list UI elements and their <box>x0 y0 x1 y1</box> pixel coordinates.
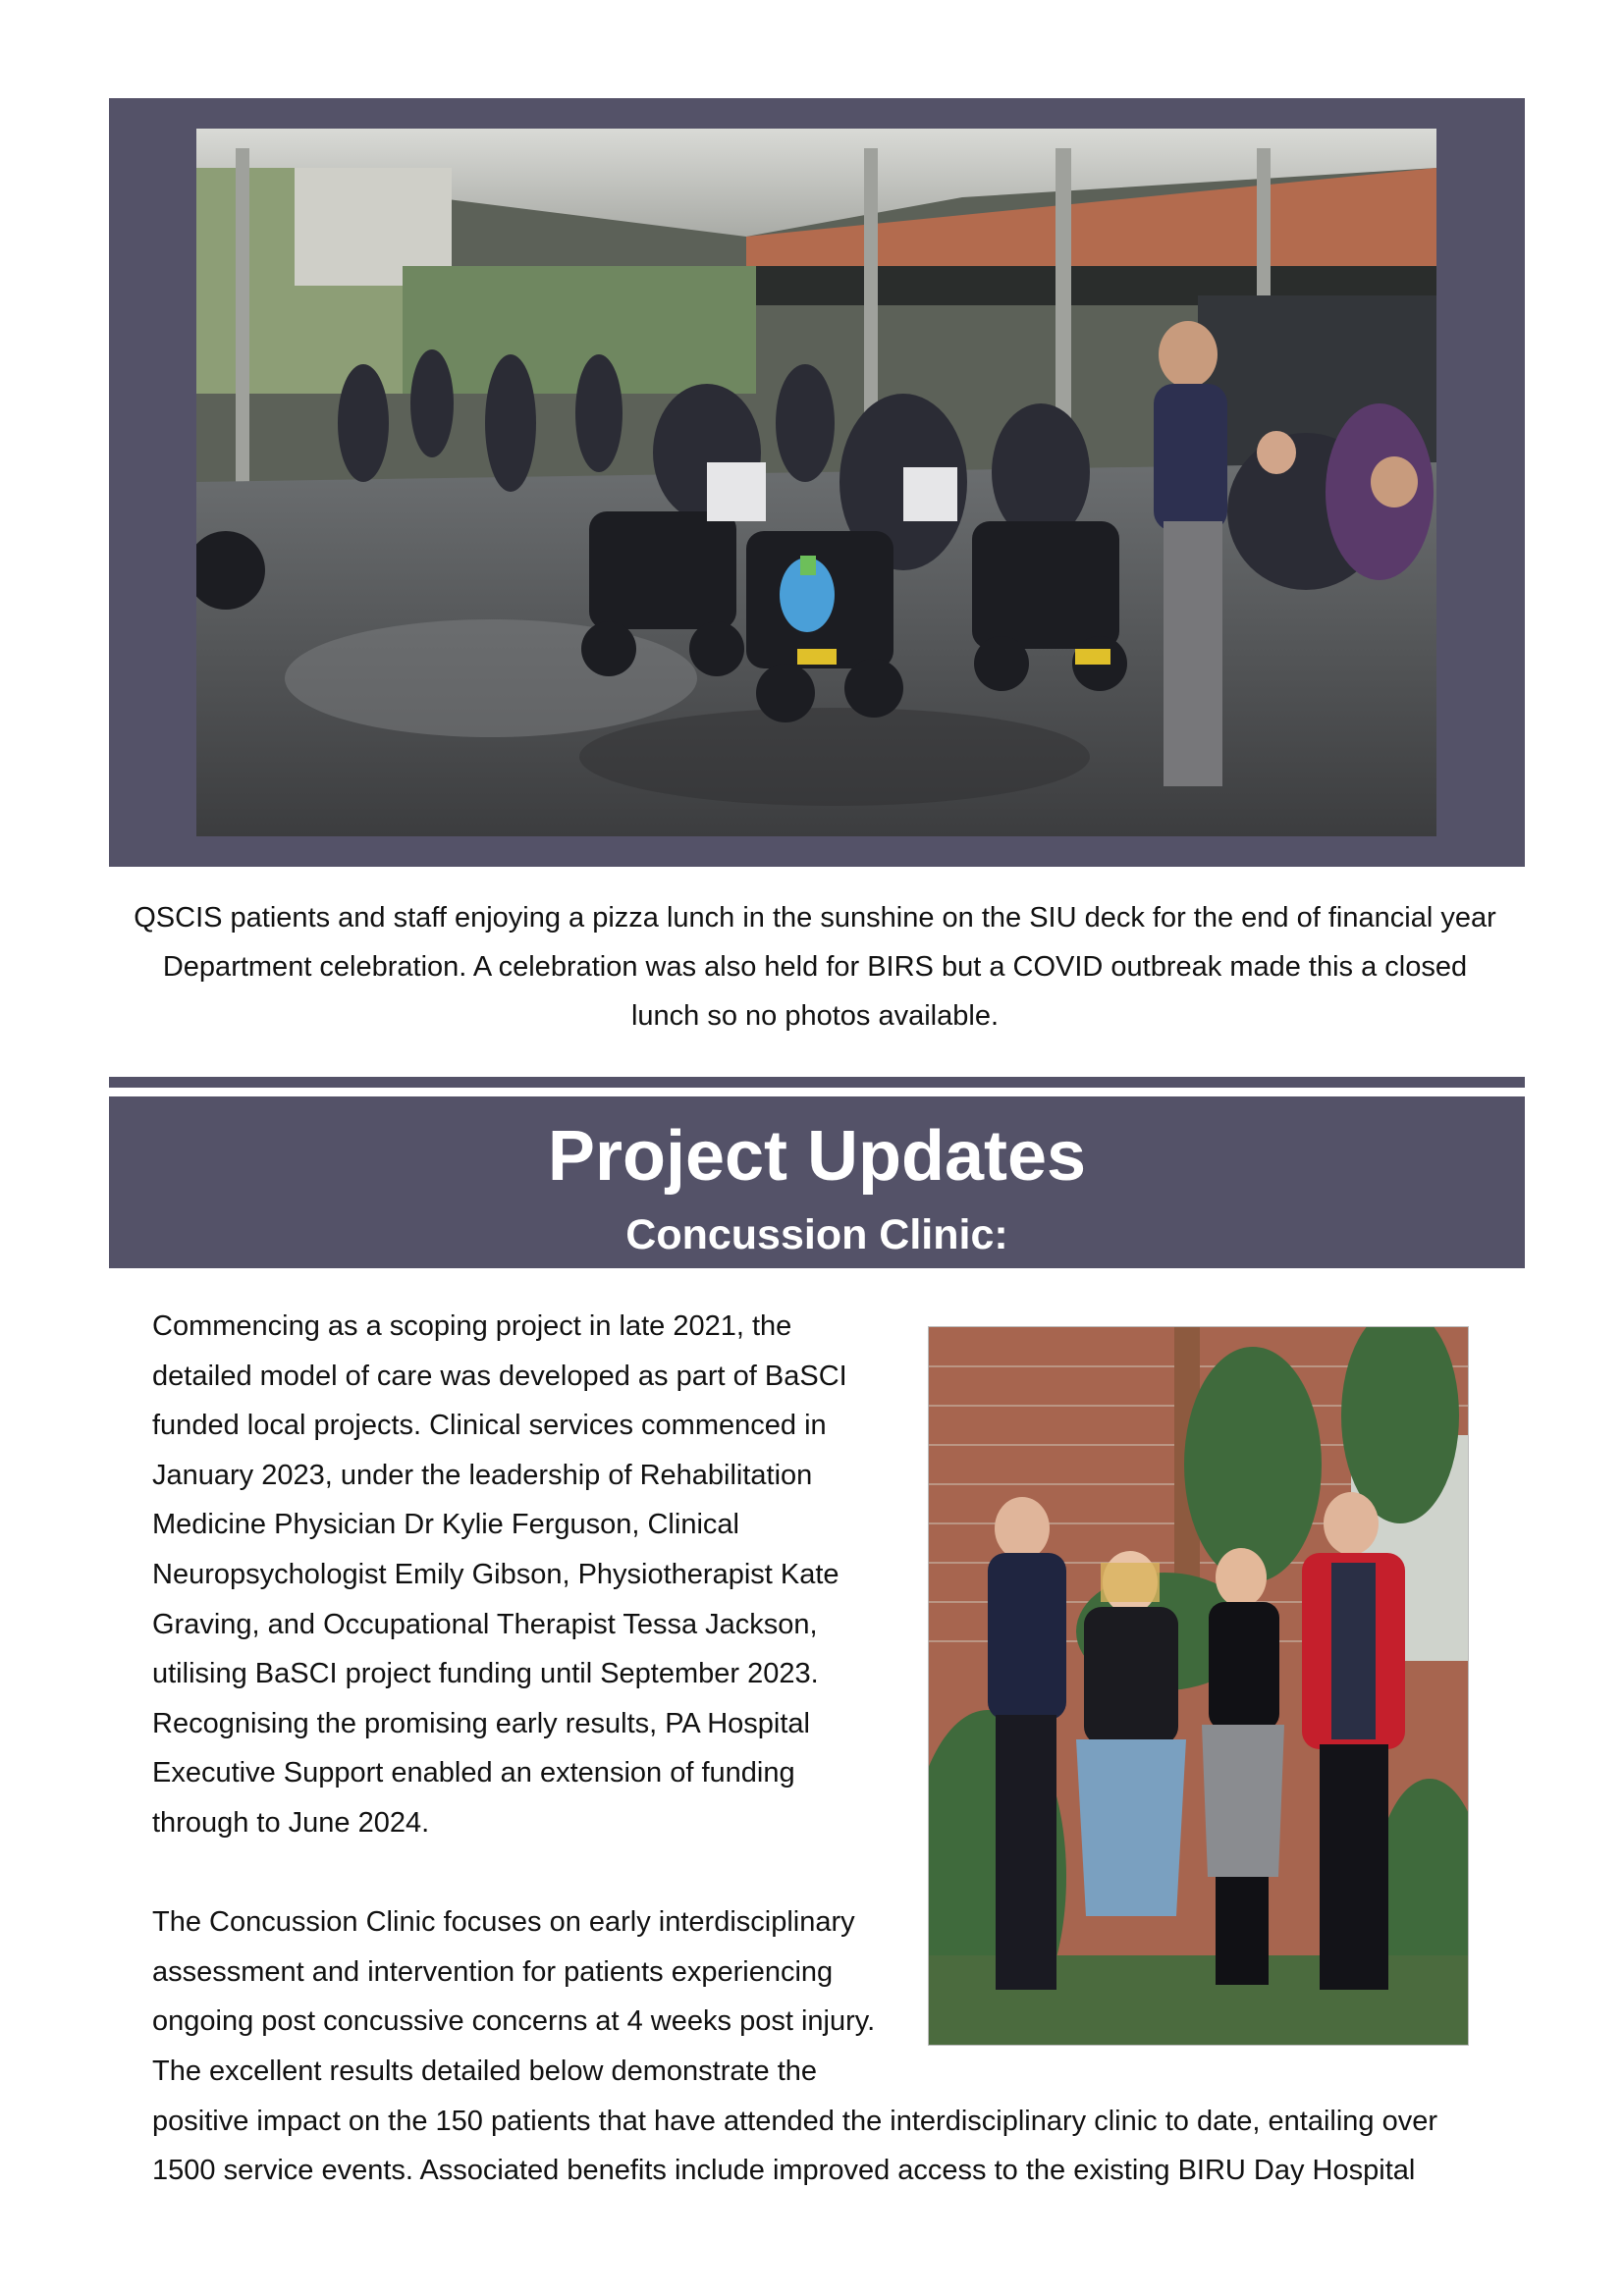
photo-caption: QSCIS patients and staff enjoying a pizza lunch in the sunshine on the SIU deck for the end of financial year Department celebration. A celebration was also held for BIRS but a COVID outbreak made this a closed lunch so no photos available. <box>134 902 1496 1032</box>
top-photo-frame <box>109 98 1525 867</box>
section-banner <box>109 1096 1525 1268</box>
section-title: Project Updates <box>547 1117 1087 1196</box>
section-subtitle: Concussion Clinic: <box>625 1211 1008 1258</box>
article-body <box>152 1302 1507 2196</box>
section-divider <box>109 1077 1525 1088</box>
team-photo <box>928 1326 1469 2046</box>
celebration-photo <box>196 129 1436 836</box>
paragraph-2: The Concussion Clinic focuses on early interdisciplinary assessment and intervention for patients experiencing ongoing post concussive concerns at 4 weeks post injury. The excellent results detailed below demonstrate the positive impact on the 150 patients that have attended the interdisciplinary clinic to date, entailing over 1500 service events. Associated benefits include improved access to the existing BIRU Day Hospital <box>152 1906 1438 2187</box>
paragraph-1: Commencing as a scoping project in late 2021, the detailed model of care was developed as part of BaSCI funded local projects. Clinical services commenced in January 2023, under the leadership of Rehabilitation Medicine Physician Dr Kylie Ferguson, Clinical Neuropsychologist Emily Gibson, Physiotherapist Kate Graving, and Occupational Therapist Tessa Jackson, utilising BaSCI project funding until September 2023. Recognising the promising early results, PA Hospital Executive Support enabled an extension of funding through to June 2024. <box>152 1310 847 1839</box>
celebration-photo-image <box>196 129 1436 836</box>
team-photo-image <box>929 1327 1468 2045</box>
